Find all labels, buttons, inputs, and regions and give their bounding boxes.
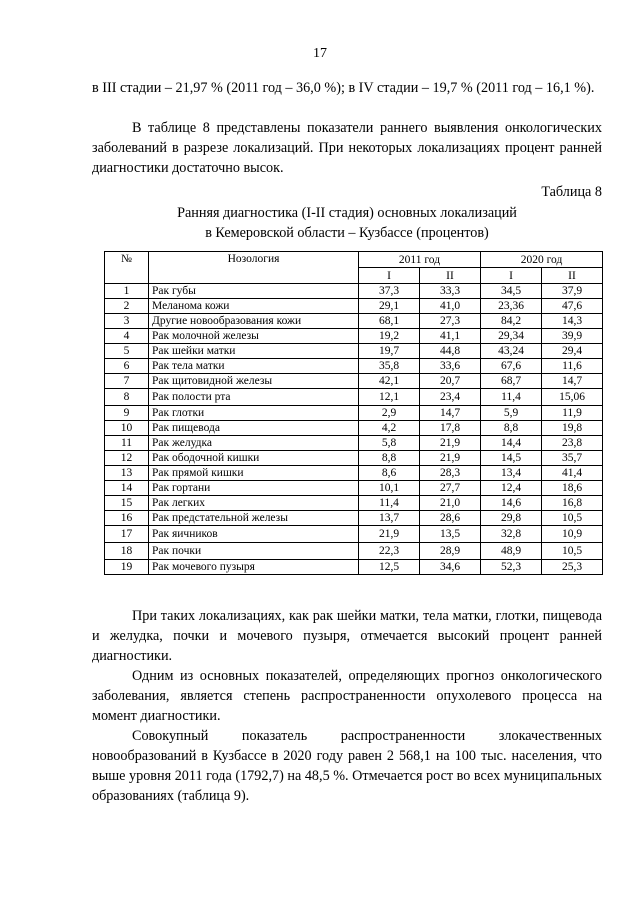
row-2020-stage-1: 11,4 (481, 389, 542, 406)
row-2020-stage-2: 10,5 (542, 511, 603, 526)
row-2011-stage-2: 28,6 (420, 511, 481, 526)
row-2011-stage-1: 21,9 (359, 526, 420, 543)
row-2020-stage-2: 39,9 (542, 329, 603, 344)
row-2020-stage-1: 67,6 (481, 359, 542, 374)
row-number: 14 (105, 481, 149, 496)
row-2020-stage-1: 14,4 (481, 436, 542, 451)
row-2011-stage-2: 21,0 (420, 496, 481, 511)
table-row (105, 496, 603, 511)
row-nosology: Рак почки (149, 543, 359, 560)
row-2011-stage-2: 33,6 (420, 359, 481, 374)
row-number: 17 (105, 526, 149, 543)
intro-paragraph: В таблице 8 представлены показатели раннего выявления онкологических заболеваний в разрезе локализаций. При некоторых локализациях процент ранней диагностики достаточно высок. (92, 120, 602, 176)
row-2011-stage-2: 33,3 (420, 284, 481, 299)
table-label: Таблица 8 (541, 184, 602, 200)
row-2011-stage-2: 23,4 (420, 389, 481, 406)
row-2011-stage-1: 12,5 (359, 560, 420, 575)
row-number: 8 (105, 389, 149, 406)
row-2020-stage-1: 29,8 (481, 511, 542, 526)
row-2011-stage-1: 42,1 (359, 374, 420, 389)
table-row (105, 526, 603, 543)
row-2011-stage-1: 8,6 (359, 466, 420, 481)
row-nosology: Рак предстательной железы (149, 511, 359, 526)
row-2020-stage-2: 18,6 (542, 481, 603, 496)
row-nosology: Рак пищевода (149, 421, 359, 436)
header-2011-stage-2: II (420, 268, 481, 284)
table-row (105, 344, 603, 359)
row-2020-stage-2: 16,8 (542, 496, 603, 511)
row-2011-stage-1: 22,3 (359, 543, 420, 560)
table-row (105, 481, 603, 496)
header-2020-stage-2: II (542, 268, 603, 284)
after-paragraph-2: Одним из основных показателей, определяющих прогноз онкологического заболевания, является степень распространенности опухолевого процесса на момент диагностики. (92, 668, 602, 724)
row-2020-stage-2: 23,8 (542, 436, 603, 451)
row-2020-stage-1: 34,5 (481, 284, 542, 299)
row-number: 2 (105, 299, 149, 314)
row-nosology: Рак желудка (149, 436, 359, 451)
row-nosology: Другие новообразования кожи (149, 314, 359, 329)
row-nosology: Рак щитовидной железы (149, 374, 359, 389)
row-2011-stage-1: 13,7 (359, 511, 420, 526)
page-number: 17 (313, 46, 327, 61)
row-2011-stage-1: 68,1 (359, 314, 420, 329)
row-number: 13 (105, 466, 149, 481)
table-row (105, 466, 603, 481)
early-diagnosis-table (104, 251, 603, 575)
table-caption (92, 203, 602, 243)
row-2011-stage-1: 29,1 (359, 299, 420, 314)
row-2020-stage-1: 8,8 (481, 421, 542, 436)
row-number: 15 (105, 496, 149, 511)
table-row (105, 511, 603, 526)
table-row (105, 451, 603, 466)
row-2020-stage-2: 41,4 (542, 466, 603, 481)
row-2011-stage-1: 8,8 (359, 451, 420, 466)
row-2020-stage-2: 47,6 (542, 299, 603, 314)
row-2011-stage-1: 4,2 (359, 421, 420, 436)
row-2011-stage-2: 13,5 (420, 526, 481, 543)
row-number: 3 (105, 314, 149, 329)
row-number: 18 (105, 543, 149, 560)
row-number: 6 (105, 359, 149, 374)
row-nosology: Рак мочевого пузыря (149, 560, 359, 575)
row-2020-stage-2: 11,6 (542, 359, 603, 374)
row-2011-stage-1: 35,8 (359, 359, 420, 374)
row-2011-stage-2: 21,9 (420, 436, 481, 451)
row-2011-stage-1: 5,8 (359, 436, 420, 451)
header-number: № (105, 252, 149, 284)
row-2011-stage-2: 17,8 (420, 421, 481, 436)
row-2011-stage-2: 28,9 (420, 543, 481, 560)
row-2020-stage-2: 10,9 (542, 526, 603, 543)
header-2011-stage-1: I (359, 268, 420, 284)
row-2020-stage-1: 84,2 (481, 314, 542, 329)
row-nosology: Рак глотки (149, 406, 359, 421)
row-2020-stage-2: 11,9 (542, 406, 603, 421)
row-nosology: Рак ободочной кишки (149, 451, 359, 466)
row-nosology: Рак полости рта (149, 389, 359, 406)
after-paragraph-1: При таких локализациях, как рак шейки матки, тела матки, глотки, пищевода и желудка, почки и мочевого пузыря, отмечается высокий процент ранней диагностики. (92, 608, 602, 664)
row-2011-stage-2: 27,3 (420, 314, 481, 329)
table-row (105, 421, 603, 436)
row-number: 12 (105, 451, 149, 466)
row-2020-stage-2: 37,9 (542, 284, 603, 299)
intro-line: в III стадии – 21,97 % (2011 год – 36,0 %); в IV стадии – 19,7 % (2011 год – 16,1 %). (92, 80, 595, 96)
row-2020-stage-2: 19,8 (542, 421, 603, 436)
row-2020-stage-2: 10,5 (542, 543, 603, 560)
row-2011-stage-1: 10,1 (359, 481, 420, 496)
row-2020-stage-1: 5,9 (481, 406, 542, 421)
table-row (105, 284, 603, 299)
table-row (105, 560, 603, 575)
row-2011-stage-1: 19,7 (359, 344, 420, 359)
row-2011-stage-2: 14,7 (420, 406, 481, 421)
row-2020-stage-2: 15,06 (542, 389, 603, 406)
row-2020-stage-1: 32,8 (481, 526, 542, 543)
row-nosology: Рак молочной железы (149, 329, 359, 344)
row-nosology: Рак яичников (149, 526, 359, 543)
row-number: 10 (105, 421, 149, 436)
row-2020-stage-2: 14,3 (542, 314, 603, 329)
row-2011-stage-2: 21,9 (420, 451, 481, 466)
row-2020-stage-1: 43,24 (481, 344, 542, 359)
row-number: 9 (105, 406, 149, 421)
row-2011-stage-2: 28,3 (420, 466, 481, 481)
row-2011-stage-1: 12,1 (359, 389, 420, 406)
row-nosology: Рак шейки матки (149, 344, 359, 359)
row-2020-stage-1: 29,34 (481, 329, 542, 344)
table-body (105, 284, 603, 575)
row-nosology: Рак губы (149, 284, 359, 299)
row-2011-stage-2: 20,7 (420, 374, 481, 389)
row-2011-stage-1: 11,4 (359, 496, 420, 511)
row-nosology: Рак тела матки (149, 359, 359, 374)
row-number: 11 (105, 436, 149, 451)
row-2020-stage-1: 52,3 (481, 560, 542, 575)
row-nosology: Рак гортани (149, 481, 359, 496)
header-nosology: Нозология (149, 252, 359, 284)
table-caption-line-2: в Кемеровской области – Кузбассе (процентов) (205, 225, 489, 241)
row-2011-stage-2: 41,0 (420, 299, 481, 314)
row-2020-stage-1: 14,6 (481, 496, 542, 511)
row-nosology: Рак прямой кишки (149, 466, 359, 481)
table-caption-line-1: Ранняя диагностика (I-II стадия) основных локализаций (177, 205, 517, 221)
row-nosology: Рак легких (149, 496, 359, 511)
row-number: 16 (105, 511, 149, 526)
row-number: 1 (105, 284, 149, 299)
row-number: 7 (105, 374, 149, 389)
table-row (105, 374, 603, 389)
table-row (105, 389, 603, 406)
row-2020-stage-2: 29,4 (542, 344, 603, 359)
row-2020-stage-2: 14,7 (542, 374, 603, 389)
row-2020-stage-1: 13,4 (481, 466, 542, 481)
table-row (105, 436, 603, 451)
row-2020-stage-1: 48,9 (481, 543, 542, 560)
row-2011-stage-2: 34,6 (420, 560, 481, 575)
row-2020-stage-1: 14,5 (481, 451, 542, 466)
row-2020-stage-1: 23,36 (481, 299, 542, 314)
row-2011-stage-1: 19,2 (359, 329, 420, 344)
row-number: 4 (105, 329, 149, 344)
row-2020-stage-1: 12,4 (481, 481, 542, 496)
after-paragraph-3: Совокупный показатель распространенности злокачественных новообразований в Кузбассе в 2020 году равен 2 568,1 на 100 тыс. населения, что выше уровня 2011 года (1792,7) на 48,5 %. Отмечается рост во всех муниципальных образованиях (таблица 9). (92, 728, 602, 804)
row-2020-stage-1: 68,7 (481, 374, 542, 389)
row-2020-stage-2: 25,3 (542, 560, 603, 575)
table-row (105, 406, 603, 421)
row-2020-stage-2: 35,7 (542, 451, 603, 466)
table-row (105, 299, 603, 314)
header-year-2020: 2020 год (481, 252, 603, 268)
header-year-2011: 2011 год (359, 252, 481, 268)
row-2011-stage-2: 44,8 (420, 344, 481, 359)
table-row (105, 359, 603, 374)
row-number: 19 (105, 560, 149, 575)
table-row (105, 314, 603, 329)
row-nosology: Меланома кожи (149, 299, 359, 314)
table-row (105, 329, 603, 344)
row-2011-stage-2: 27,7 (420, 481, 481, 496)
row-number: 5 (105, 344, 149, 359)
table-row (105, 543, 603, 560)
row-2011-stage-2: 41,1 (420, 329, 481, 344)
header-2020-stage-1: I (481, 268, 542, 284)
row-2011-stage-1: 2,9 (359, 406, 420, 421)
row-2011-stage-1: 37,3 (359, 284, 420, 299)
